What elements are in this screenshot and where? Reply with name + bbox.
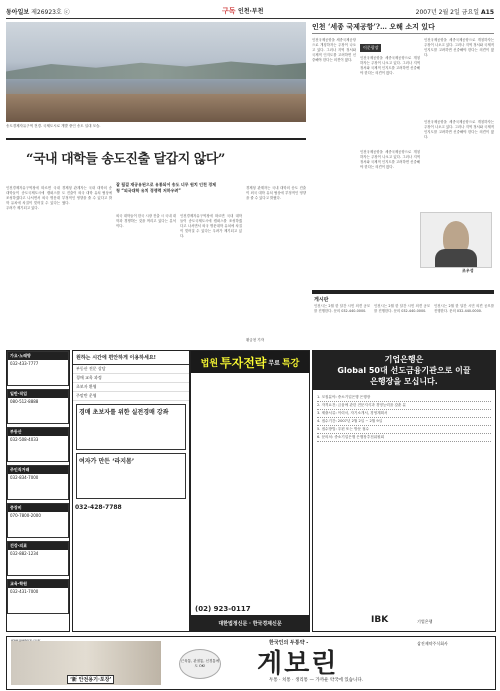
ad3-banner [191, 351, 309, 373]
classified-ads [6, 350, 70, 632]
bank-recruit-ad [312, 350, 496, 632]
opinion-badge: 이문광장 [360, 44, 381, 52]
section-title [222, 6, 263, 16]
classified-title: 주인직거래 [8, 466, 68, 474]
classified-item [7, 351, 69, 386]
classified-title: 중장비 [8, 504, 68, 512]
columnist-name: 조우성 [462, 268, 474, 273]
ad3-phone: (02) 923-0117 [195, 605, 251, 613]
ad-kicker: 한국인의 두통약 - [269, 640, 309, 646]
ad-brand: 게보린 [257, 649, 339, 679]
classified-item [7, 427, 69, 462]
notice-col-3: 인천시는 2월 한 달간 시민 의견 공모를 진행한다. 문의 032-440-0000. [434, 304, 494, 313]
classified-phone: 032-431-7000 [10, 589, 39, 594]
ad4-row: 1. 모집분야: 중소기업은행 은행장 [317, 394, 491, 402]
classified-item [7, 579, 69, 614]
classified-phone: 032-433-7777 [10, 361, 39, 366]
classified-title: 부동산 [8, 428, 68, 436]
article-deck: 잘 될걸 재공유된으로 유통되어 송도 너무 원치 인천 경제청 “외국대학 유치 경쟁력 저하우려” [116, 182, 217, 193]
ad4-row: 5. 접수방법: 우편 또는 방문 접수 [317, 426, 491, 434]
main-headline: “국내 대학들 송도진출 달갑지 않다” [26, 152, 225, 167]
columnist-photo [420, 212, 492, 268]
section-region: 인천·부천 [237, 8, 264, 15]
classified-title: 가요·노래방 [8, 352, 68, 360]
ad3-word: 특강 [281, 358, 300, 369]
ad-promo-bubble: 근육통, 관절통, 신경통에도 OK! [179, 649, 221, 679]
ad2-box [76, 453, 186, 499]
notice-rule [312, 290, 494, 294]
right-col-2: 인천국제공항을 세종국제공항으로 개칭하자는 주장이 나오고 있다. 그러나 지역 정서와 국제적 인지도를 고려하면 신중해야 한다는 의견이 많다. [360, 56, 420, 75]
ad2-title: 원하는 시간에 편안하게 이용하세요! [73, 351, 189, 365]
ad4-rows [313, 390, 495, 446]
photo-hills [6, 54, 306, 79]
section-brand: 구독 [221, 7, 236, 15]
ad2-row: 초보자 환영 [73, 383, 189, 392]
photo-caption: 송도경제자유구역 전경. 국제도시로 개발 중인 송도 일대 모습. [6, 124, 101, 128]
classified-title: 건강·의료 [8, 542, 68, 550]
ad4-line: 은행장을 모십니다. [370, 377, 438, 386]
issue-date: 2007년 2월 2일 금요일 [415, 8, 480, 16]
classified-title: 교육·학원 [8, 580, 68, 588]
ad4-line: 기업은행은 [384, 355, 424, 364]
article-col-2: 경제청 관계자는 국내 대학의 송도 진출이 외국 대학 유치 협상에 부정적인 영향을 줄 수 있다고 밝혔다. [62, 186, 112, 205]
classified-item [7, 465, 69, 500]
auction-lecture-ad [190, 350, 310, 632]
ad2-phone: 032-428-7788 [75, 504, 122, 511]
classified-item [7, 389, 69, 424]
classified-item [7, 503, 69, 538]
right-col-5: 인천국제공항을 세종국제공항으로 개칭하자는 주장이 나오고 있다. 그러나 지역 정서와 국제적 인지도를 고려하면 신중해야 한다는 의견이 많다. [424, 120, 494, 139]
classified-phone: 070-7800-2000 [10, 513, 41, 518]
ad4-line: Global 50대 선도금융기관으로 이끌 [337, 366, 471, 375]
classified-phone: 032-882-1234 [10, 551, 39, 556]
ad2-row: 부동산 전문 상담 [73, 365, 189, 374]
classified-phone: 032-508-4033 [10, 437, 39, 442]
article-col-3: 외국 대학들이 한국 시장 진출 시 국내 대학과 경쟁하는 것을 꺼리고 있다는 분석이다. [116, 214, 176, 228]
gaeborin-ad [6, 636, 496, 690]
issue-number: 제26923호 ⓒ [31, 8, 70, 16]
notice-col-1: 인천시는 2월 한 달간 시민 의견 공모를 진행한다. 문의 032-440-0000. [314, 304, 370, 313]
article-col-5: 경제청 관계자는 국내 대학의 송도 진출이 외국 대학 유치 협상에 부정적인 영향을 줄 수 있다고 밝혔다. [246, 186, 306, 200]
article-col-1: 인천경제자유구역청에 따르면 국내 대학들이 송도국제도시에 캠퍼스를 조성하겠다고 나서면서 외국 명문대학 유치에 차질이 빚어질 수 있다는 우려가 제기되고 있다. [6, 186, 60, 210]
right-col-3: 인천국제공항을 세종국제공항으로 개칭하자는 주장이 나오고 있다. 그러나 지역 정서와 국제적 인지도를 고려하면 신중해야 한다는 의견이 많다. [424, 38, 494, 57]
article-col-4: 인천경제자유구역청에 따르면 국내 대학들이 송도국제도시에 캠퍼스를 조성하겠다고 나서면서 외국 명문대학 유치에 차질이 빚어질 수 있다는 우려가 제기되고 있다. [180, 214, 242, 238]
page-header [6, 4, 494, 19]
article-byline: 황금천 기자 [246, 338, 265, 342]
ad4-heading [313, 351, 495, 390]
notice-title: 게시판 [314, 297, 329, 303]
ad-company: 삼진제약주식회사 [417, 641, 448, 646]
bank-logo: IBK [371, 615, 389, 625]
bank-name: 기업은행 [417, 619, 433, 624]
ad-url: www.gaeborin.co.kr [11, 638, 41, 642]
ad4-row: 6. 문의처: 중소기업은행 은행장추천위원회 [317, 434, 491, 442]
classified-phone: 032-834-7000 [10, 475, 39, 480]
ad4-row: 4. 접수기간: 2007년 2월 2일 ~ 2월 9일 [317, 418, 491, 426]
columnist-suit [435, 249, 477, 267]
ad2-box-title: 경매 초보자를 위한 실전경매 강좌 [79, 409, 169, 416]
classified-phone: 080-512-8888 [10, 399, 39, 404]
page-number: A15 [481, 8, 494, 16]
ad3-word: 투자전략 [220, 355, 267, 370]
page-meta [416, 7, 494, 16]
paper-title: 동아일보 [6, 8, 30, 16]
right-col-1: 인천국제공항을 세종국제공항으로 개칭하자는 주장이 나오고 있다. 그러나 지역 정서와 국제적 인지도를 고려하면 신중해야 한다는 의견이 많다. [312, 38, 356, 62]
notice-col-2: 인천시는 2월 한 달간 시민 의견 공모를 진행한다. 문의 032-440-0000. [374, 304, 430, 313]
ad2-box-title: 여자가 만든 ‘라지몸’ [79, 458, 135, 465]
classified-title: 일반·직업 [8, 390, 68, 398]
ad4-row: 3. 제출서류: 이력서, 자기소개서, 경영계획서 [317, 410, 491, 418]
photo-shore [6, 94, 306, 122]
ad3-word: 무료 [268, 359, 280, 367]
main-photo [6, 22, 306, 122]
ad-tag: ‘新 안전용기·포장’ [67, 675, 114, 684]
right-col-4: 인천국제공항을 세종국제공항으로 개칭하자는 주장이 나오고 있다. 그러나 지역 정서와 국제적 인지도를 고려하면 신중해야 한다는 의견이 많다. [360, 150, 420, 169]
paper-name [6, 7, 70, 16]
ad-footer: 두통 · 치통 · 생리통 — 가까운 약국에 있습니다. [269, 678, 364, 683]
ad2-row: 주말반 운영 [73, 392, 189, 401]
ad3-word: 법원 [200, 358, 219, 369]
right-headline: 인천 ‘세종 국제공항’?… 오해 소지 있다 [312, 22, 494, 34]
ad4-row: 2. 자격요건: 금융에 관한 전문지식과 경영능력을 갖춘 분 [317, 402, 491, 410]
ad2-row: 경매 교육 과정 [73, 374, 189, 383]
ad2-box [76, 404, 186, 450]
classified-item [7, 541, 69, 576]
real-estate-ad [72, 350, 190, 632]
ad3-footer: 대한법정신문 · 한국경제신문 [191, 615, 309, 631]
